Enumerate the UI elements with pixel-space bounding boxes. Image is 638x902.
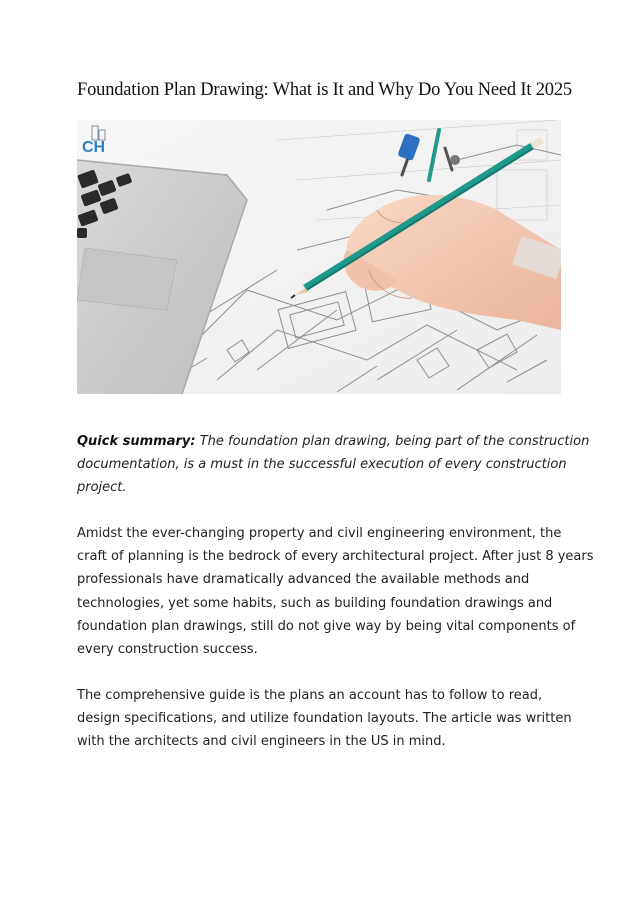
paragraph-line: foundation plan drawings, still do not give way by being vital components of <box>77 618 576 634</box>
paragraph-line: Amidst the ever-changing property and civil engineering environment, the <box>77 526 562 541</box>
paragraph-line: craft of planning is the bedrock of every architectural project. After just 8 years <box>77 549 594 565</box>
guide-paragraph <box>77 684 572 754</box>
hero-image <box>77 120 561 394</box>
summary-line: documentation, is a must in the successful execution of every construction <box>77 457 567 473</box>
blueprint-drawing-photo <box>77 120 561 394</box>
paragraph-line: The comprehensive guide is the plans an account has to follow to read, <box>77 688 543 703</box>
paragraph-line: technologies, yet some habits, such as building foundation drawings and <box>77 595 553 611</box>
quick-summary <box>77 430 590 500</box>
logo-text: CH <box>82 139 106 156</box>
paragraph-line: professionals have dramatically advanced the available methods and <box>77 572 530 588</box>
paragraph-line: with the architects and civil engineers in the US in mind. <box>77 734 446 750</box>
article-title: Foundation Plan Drawing: What is It and Why Do You Need It 2025 <box>77 80 572 100</box>
paragraph-line: design specifications, and utilize foundation layouts. The article was written <box>77 711 572 727</box>
summary-lead: Quick summary: <box>77 434 196 449</box>
intro-paragraph <box>77 522 594 661</box>
summary-line: The foundation plan drawing, being part of the construction <box>199 434 590 449</box>
paragraph-line: every construction success. <box>77 642 258 658</box>
summary-line: project. <box>77 480 127 496</box>
